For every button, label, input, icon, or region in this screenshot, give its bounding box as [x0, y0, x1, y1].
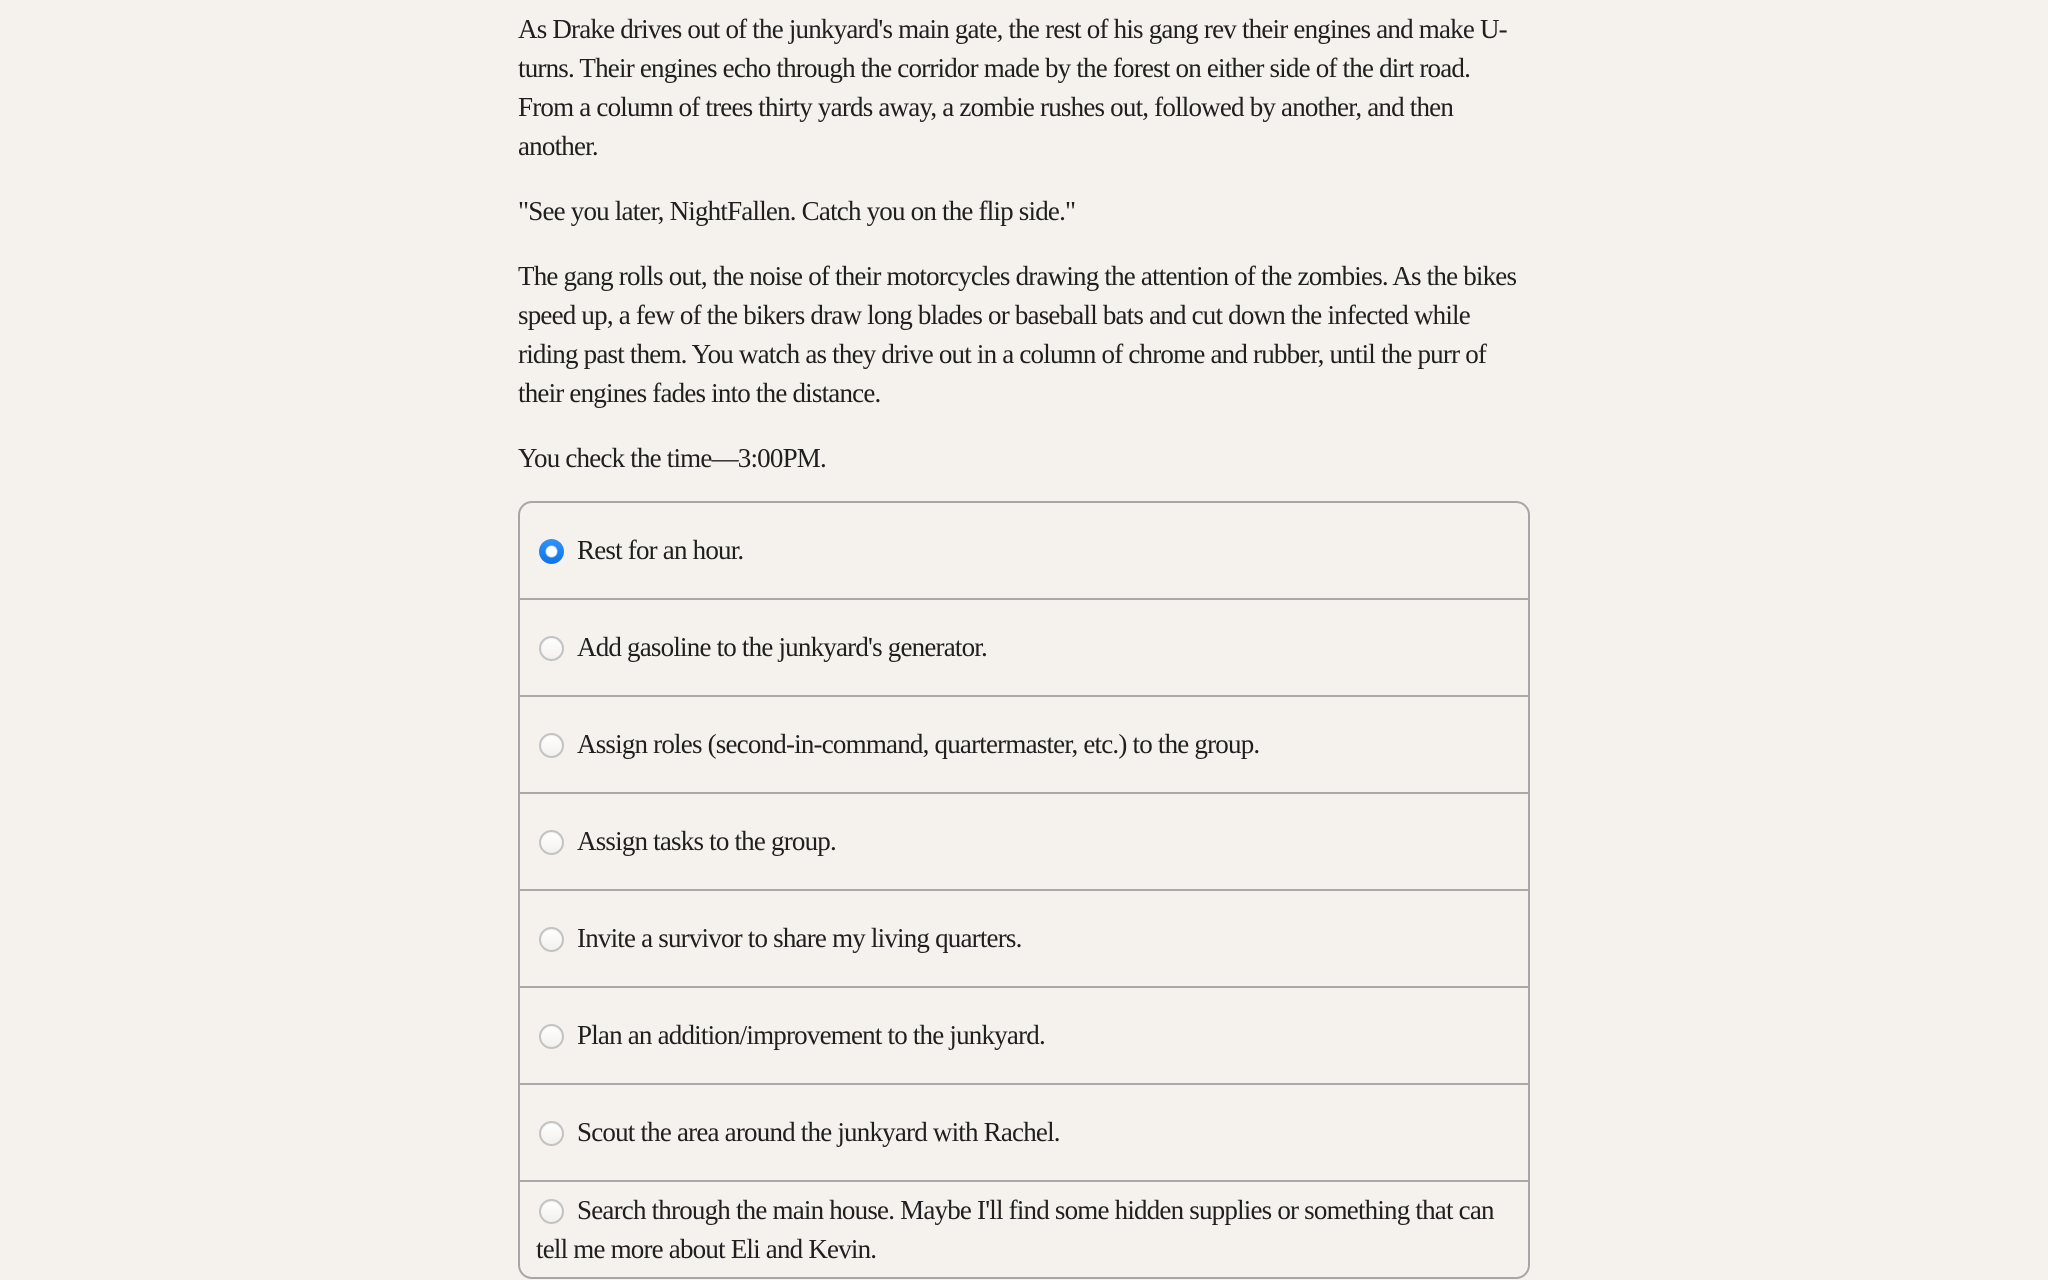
radio-unselected-icon[interactable]: [539, 1199, 564, 1224]
choice-row[interactable]: [520, 1180, 1528, 1277]
choice-label: Scout the area around the junkyard with Rachel.: [577, 1117, 1060, 1147]
story-column: [518, 0, 1530, 1279]
choice-row[interactable]: [520, 503, 1528, 598]
radio-unselected-icon[interactable]: [539, 1121, 564, 1146]
story-paragraph-time: You check the time—3:00PM.: [518, 443, 826, 473]
radio-unselected-icon[interactable]: [539, 830, 564, 855]
choice-label: Rest for an hour.: [577, 535, 744, 565]
choice-row[interactable]: [520, 792, 1528, 889]
choice-flow: [536, 1191, 1512, 1269]
choice-flow: [536, 531, 743, 570]
choice-flow: [536, 1016, 1045, 1055]
story-paragraph: As Drake drives out of the junkyard's main gate, the rest of his gang rev their engines and make U-turns. Their engines echo through the corridor made by the forest on either side of the dirt road. From a column of trees thirty yards away, a zombie rushes out, followed by another, and then another.: [518, 14, 1507, 161]
story-paragraph: The gang rolls out, the noise of their motorcycles drawing the attention of the zombies. As the bikes speed up, a few of the bikers draw long blades or baseball bats and cut down the infected while riding past them. You watch as they drive out in a column of chrome and rubber, until the purr of their engines fades into the distance.: [518, 261, 1517, 408]
radio-selected-icon[interactable]: [539, 539, 564, 564]
choice-label: Invite a survivor to share my living quarters.: [577, 923, 1022, 953]
choice-row[interactable]: [520, 598, 1528, 695]
choice-row[interactable]: [520, 1083, 1528, 1180]
choice-label: Assign roles (second-in-command, quartermaster, etc.) to the group.: [577, 729, 1260, 759]
radio-unselected-icon[interactable]: [539, 1024, 564, 1049]
choice-flow: [536, 628, 987, 667]
choice-label: Add gasoline to the junkyard's generator.: [577, 632, 987, 662]
choice-label: Assign tasks to the group.: [577, 826, 836, 856]
choice-row[interactable]: [520, 986, 1528, 1083]
choice-flow: [536, 822, 836, 861]
choice-row[interactable]: [520, 889, 1528, 986]
choice-flow: [536, 1113, 1060, 1152]
radio-unselected-icon[interactable]: [539, 733, 564, 758]
choice-flow: [536, 919, 1022, 958]
choice-label: Search through the main house. Maybe I'll find some hidden supplies or something that can tell me more about Eli and Kevin.: [536, 1194, 1494, 1264]
radio-unselected-icon[interactable]: [539, 927, 564, 952]
radio-unselected-icon[interactable]: [539, 636, 564, 661]
choice-flow: [536, 725, 1259, 764]
choice-row[interactable]: [520, 695, 1528, 792]
choice-label: Plan an addition/improvement to the junkyard.: [577, 1020, 1045, 1050]
choices-form: [518, 501, 1530, 1279]
story-paragraph: "See you later, NightFallen. Catch you on the flip side.": [518, 196, 1076, 226]
